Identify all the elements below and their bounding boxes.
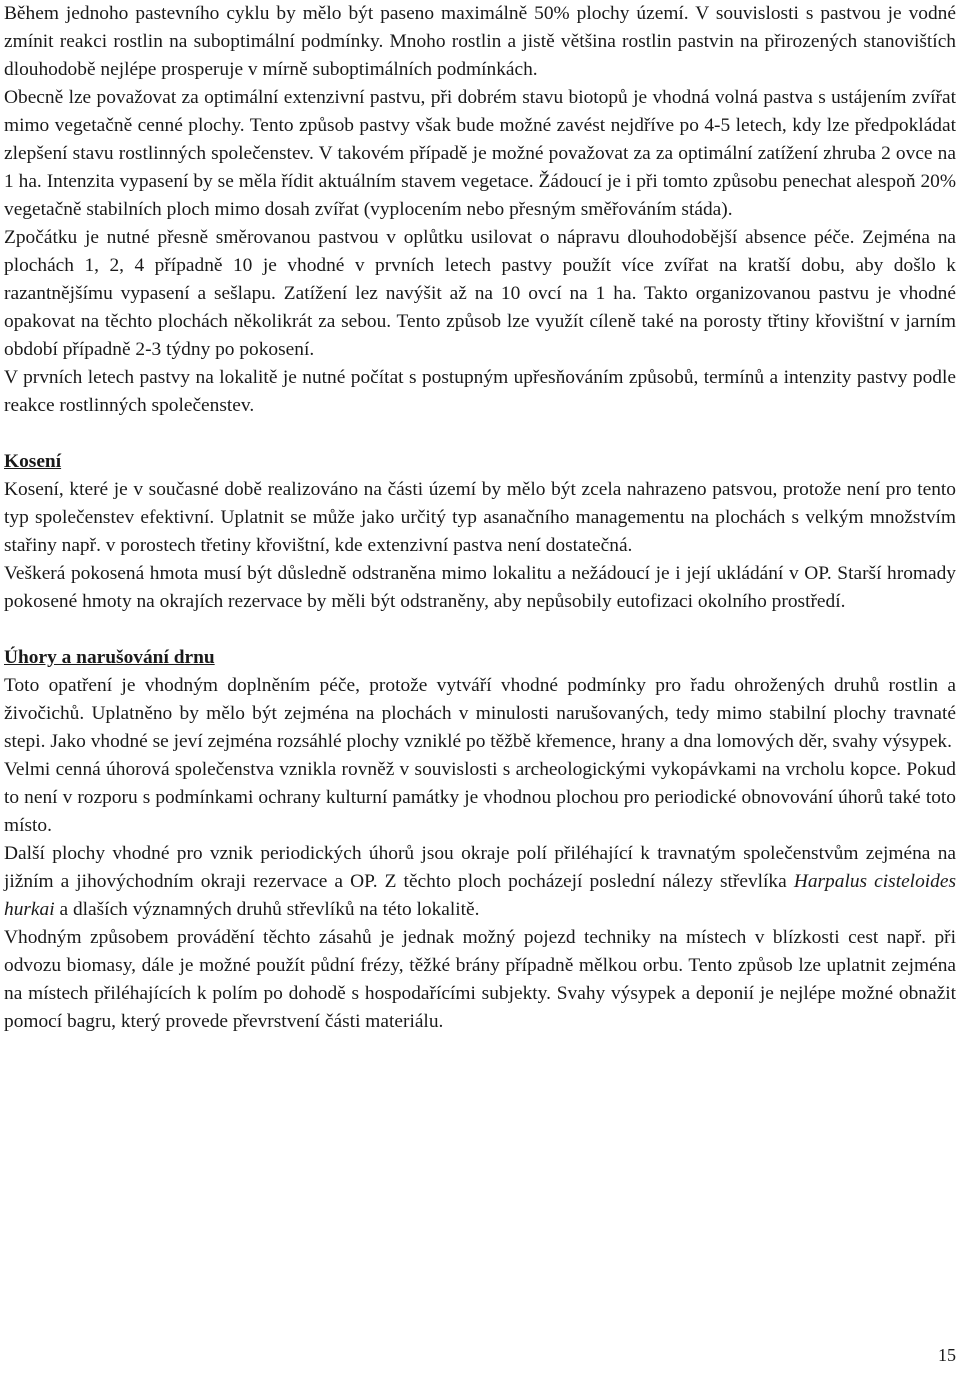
section-gap	[4, 616, 956, 644]
intro-paragraph-2: Obecně lze považovat za optimální extenzivní pastvu, při dobrém stavu biotopů je vhodná volná pastva s ustájením zvířat mimo vegetačně cenné plochy. Tento způsob pastvy však bude možné zavést nejdříve po 4-5 letech, kdy lze předpokládat zlepšení stavu rostlinných společenstev. V takovém případě je možné považovat za za optimální zatížení zhruba 2 ovce na 1 ha. Intenzita vypasení by se měla řídit aktuálním stavem vegetace. Žádoucí je i při tomto způsobu penechat alespoň 20% vegetačně stabilních ploch mimo dosah zvířat (vyplocením nebo přesným směřováním stáda).	[4, 87, 956, 220]
uhory-paragraph-3	[4, 840, 956, 924]
uhory-paragraph-3-start: Další plochy vhodné pro vznik periodických úhorů jsou okraje polí přiléhající k travnatým společenstvům zejména na jižním a jihovýchodním okraji rezervace a OP. Z těchto ploch pocházejí poslední nálezy střevlíka	[4, 843, 956, 892]
koseni-paragraph-2: Veškerá pokosená hmota musí být důsledně odstraněna mimo lokalitu a nežádoucí je i její ukládání v OP. Starší hromady pokosené hmoty na okrajích rezervace by měli být odstraněny, aby nepůsobily eutofizaci okolního prostředí.	[4, 563, 956, 612]
uhory-paragraph-4: Vhodným způsobem provádění těchto zásahů je jednak možný pojezd techniky na místech v blízkosti cest např. při odvozu biomasy, dále je možné použít půdní frézy, těžké brány případně mělkou orbu. Tento způsob lze uplatnit zejména na místech přiléhajících k polím po dohodě s hospodařícími subjekty. Svahy výsypek a deponií je nejlépe možné obnažit pomocí bagru, který provede převrstvení části materiálu.	[4, 927, 956, 1032]
species-name: Harpalus cisteloides hurkai	[4, 871, 956, 920]
koseni-paragraph-1: Kosení, které je v současné době realizováno na části území by mělo být zcela nahrazeno patsvou, protože není pro tento typ společenstev efektivní. Uplatnit se může jako určitý typ asanačního managementu na plochách s velkým množstvím stařiny např. v porostech třetiny křovištní, kde extenzivní pastva není dostatečná.	[4, 479, 956, 556]
intro-paragraph-1: Během jednoho pastevního cyklu by mělo být paseno maximálně 50% plochy území. V souvislosti s pastvou je vodné zmínit reakci rostlin na suboptimální podmínky. Mnoho rostlin a jistě většina rostlin pastvin na přirozených stanovištích dlouhodobě nejlépe prosperuje v mírně suboptimálních podmínkách.	[4, 3, 956, 80]
intro-paragraph-4: V prvních letech pastvy na lokalitě je nutné počítat s postupným upřesňováním způsobů, termínů a intenzity pastvy podle reakce rostlinných společenstev.	[4, 367, 956, 416]
section-heading-uhory: Úhory a narušování drnu	[4, 647, 215, 668]
uhory-paragraph-2: Velmi cenná úhorová společenstva vznikla rovněž v souvislosti s archeologickými vykopávkami na vrcholu kopce. Pokud to není v rozporu s podmínkami ochrany kulturní památky je vhodnou plochou pro periodické obnovování úhorů také toto místo.	[4, 759, 956, 836]
uhory-paragraph-1: Toto opatření je vhodným doplněním péče, protože vytváří vhodné podmínky pro řadu ohrožených druhů rostlin a živočichů. Uplatněno by mělo být zejména na plochách v minulosti narušovaných, tedy mimo stabilní plochy travnaté stepi. Jako vhodné se jeví zejména rozsáhlé plochy vzniklé po těžbě křemence, hrany a dna lomových děr, svahy výsypek.	[4, 675, 956, 752]
section-heading-koseni: Kosení	[4, 451, 62, 472]
section-gap	[4, 420, 956, 448]
intro-paragraph-3: Zpočátku je nutné přesně směrovanou pastvou v oplůtku usilovat o nápravu dlouhodobější absence péče. Zejména na plochách 1, 2, 4 případně 10 je vhodné v prvních letech pastvy použít více zvířat na kratší dobu, aby došlo k razantnějšímu vypasení a sešlapu. Zatížení lez navýšit až na 10 ovcí na 1 ha. Takto organizovanou pastvu je vhodné opakovat na těchto plochách několikrát za sebou. Tento způsob lze využít cíleně také na porosty třtiny křovištní v jarním období případně 2-3 týdny po pokosení.	[4, 227, 956, 360]
uhory-paragraph-3-end: a dlaších významných druhů střevlíků na této lokalitě.	[54, 899, 480, 920]
document-page	[4, 0, 956, 1036]
page-number: 15	[938, 1345, 956, 1365]
